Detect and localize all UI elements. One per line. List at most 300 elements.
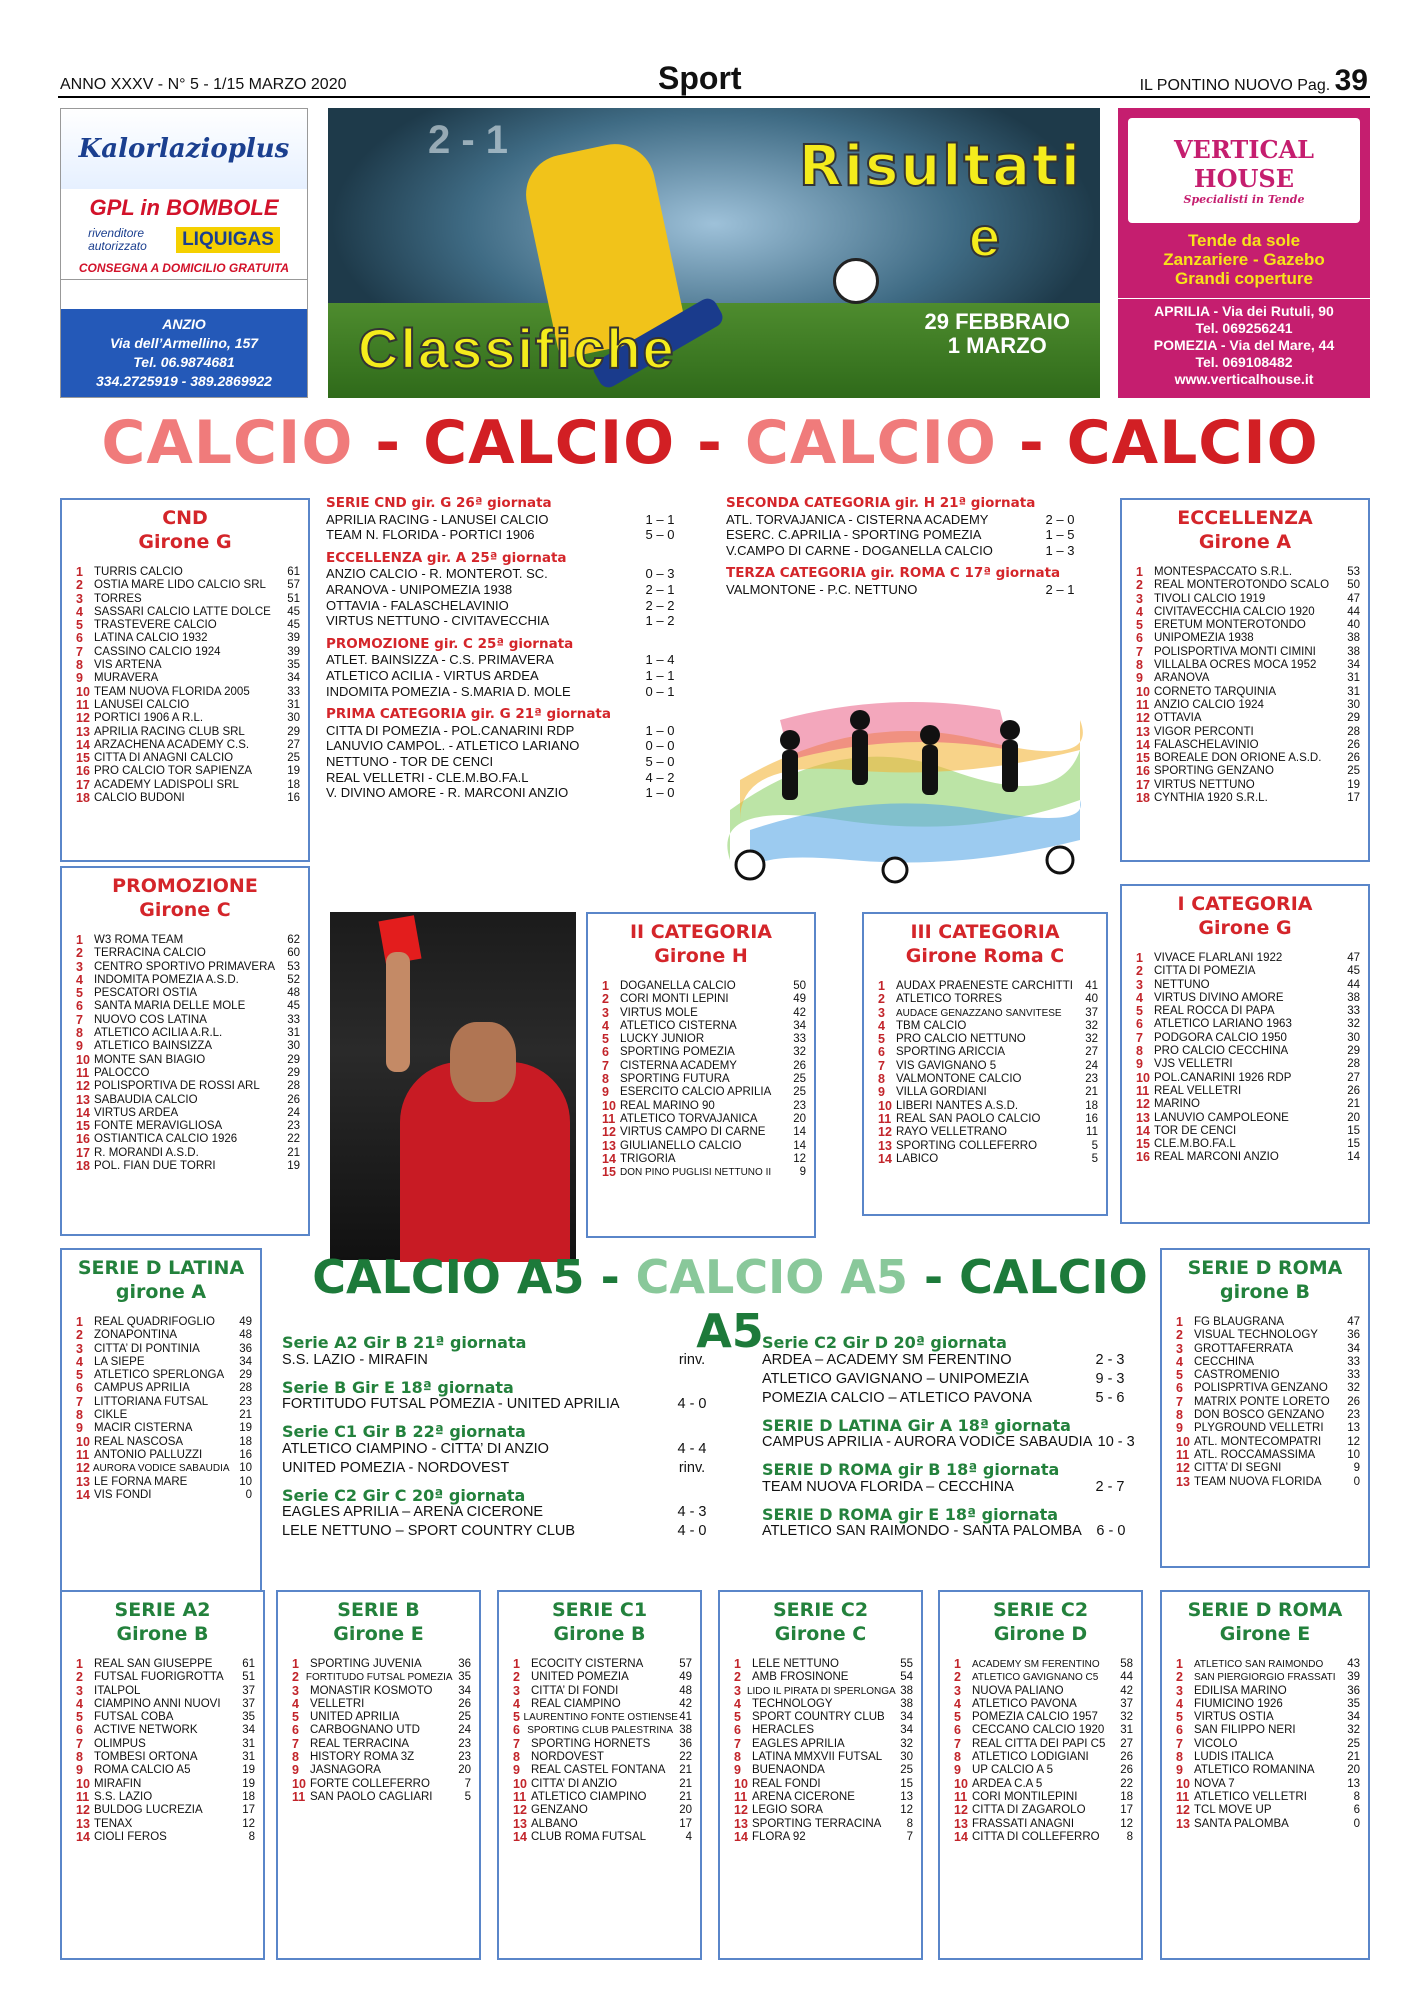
team-points: 31 — [1347, 672, 1360, 685]
standings-row: 6 LATINA CALCIO 1932 39 — [76, 631, 300, 646]
standings-row: 2 ATLETICO GAVIGNANO C5 44 — [954, 1670, 1133, 1685]
team-name: VELLETRI — [310, 1697, 365, 1710]
team-points: 47 — [1347, 592, 1360, 605]
standings-row: 1 ACADEMY SM FERENTINO 58 — [954, 1657, 1133, 1671]
standings-row: 3 VIRTUS MOLE 42 — [602, 1005, 806, 1020]
team-points: 37 — [1120, 1697, 1133, 1710]
team-name: OTTAVIA — [1154, 712, 1202, 725]
team-name: ERETUM MONTEROTONDO — [1154, 619, 1306, 632]
standings-row: 18 CYNTHIA 1920 S.R.L. 17 — [1136, 791, 1360, 806]
team-name: VILLA GORDIANI — [896, 1086, 987, 1099]
standings-b — [276, 1590, 481, 1960]
team-name: UNIPOMEZIA 1938 — [1154, 632, 1254, 645]
team-name: ANTONIO PALLUZZI — [94, 1448, 203, 1461]
newspaper-name: IL PONTINO NUOVO Pag. 39 — [1139, 64, 1368, 97]
team-points: 45 — [287, 619, 300, 632]
team-name: MONASTIR KOSMOTO — [310, 1684, 433, 1697]
team-name: MONTE SAN BIAGIO — [94, 1053, 206, 1066]
team-points: 0 — [1353, 1475, 1360, 1488]
calcio-headline: CALCIO - CALCIO - CALCIO - CALCIO — [101, 408, 1319, 478]
ad-vertical-house[interactable] — [1118, 108, 1370, 398]
team-points: 8 — [1126, 1830, 1133, 1843]
standings-row: 14 ARZACHENA ACADEMY C.S. 27 — [76, 737, 300, 752]
standings-row: 7 SPORTING HORNETS 36 — [513, 1736, 692, 1751]
team-name: LEGIO SORA — [752, 1804, 823, 1817]
standings-row: 14 TRIGORIA 12 — [602, 1151, 806, 1166]
team-points: 35 — [242, 1711, 255, 1724]
team-points: 15 — [1347, 1124, 1360, 1137]
team-name: CORI MONTI LEPINI — [620, 993, 729, 1006]
team-points: 34 — [242, 1724, 255, 1737]
standings-row: 5 FUTSAL COBA 35 — [76, 1710, 255, 1725]
standings-row: 7 VIS GAVIGNANO 5 24 — [878, 1058, 1098, 1073]
team-points: 33 — [287, 685, 300, 698]
standings-row: 1 ECOCITY CISTERNA 57 — [513, 1657, 692, 1671]
team-points: 32 — [1085, 1033, 1098, 1046]
team-name: CIVITAVECCHIA CALCIO 1920 — [1154, 605, 1315, 618]
team-name: UNITED POMEZIA — [531, 1671, 629, 1684]
standings-row: 9 ATLETICO ROMANINA 20 — [1176, 1763, 1360, 1778]
standings-row: 4 FIUMICINO 1926 35 — [1176, 1696, 1360, 1711]
standings-row: 3 EDILISA MARINO 36 — [1176, 1683, 1360, 1698]
standings-row: 8 TOMBESI ORTONA 31 — [76, 1750, 255, 1765]
vertical-house-logo: VERTICAL HOUSE Specialisti in Tende — [1128, 118, 1360, 223]
standings-row: 3 GROTTAFERRATA 34 — [1176, 1341, 1360, 1356]
standings-row: 12 POLISPORTIVA DE ROSSI ARL 28 — [76, 1079, 300, 1094]
team-points: 5 — [1091, 1139, 1098, 1152]
team-name: SPORT COUNTRY CLUB — [752, 1711, 885, 1724]
team-name: LIBERI NANTES A.S.D. — [896, 1099, 1019, 1112]
team-name: VILLALBA OCRES MOCA 1952 — [1154, 659, 1317, 672]
standings-row: 1 REAL QUADRIFOGLIO 49 — [76, 1315, 252, 1329]
team-points: 52 — [287, 973, 300, 986]
standings-row: 1 TURRIS CALCIO 61 — [76, 565, 300, 579]
team-points: 21 — [287, 1146, 300, 1159]
team-points: 20 — [679, 1804, 692, 1817]
standings-row: 6 CECCANO CALCIO 1920 31 — [954, 1723, 1133, 1738]
team-name: SPORTING TERRACINA — [752, 1817, 882, 1830]
round-heading: Serie C2 Gir D 20ª giornata — [762, 1333, 1007, 1352]
standings-row: 13 FRASSATI ANAGNI 12 — [954, 1816, 1133, 1831]
team-points: 27 — [287, 738, 300, 751]
results-calcio-col1 — [326, 488, 690, 801]
standings-row: 2 FUTSAL FUORIGROTTA 51 — [76, 1670, 255, 1685]
standings-row: 14 LABICO 5 — [878, 1151, 1098, 1166]
team-points: 12 — [242, 1817, 255, 1830]
team-name: CIKLE — [94, 1409, 128, 1422]
standings-row: 6 HERACLES 34 — [734, 1723, 913, 1738]
team-points: 21 — [679, 1777, 692, 1790]
standings-row: 12 MARINO 21 — [1136, 1097, 1360, 1112]
team-name: BULDOG LUCREZIA — [94, 1804, 203, 1817]
round-heading: SERIE D ROMA gir E 18ª giornata — [762, 1504, 1059, 1524]
team-points: 8 — [906, 1817, 913, 1830]
team-name: SPORTING ARICCIA — [896, 1046, 1006, 1059]
team-points: 18 — [1085, 1099, 1098, 1112]
match-result: VALMONTONE - P.C. NETTUNO 2 – 1 — [726, 581, 1075, 597]
standings-iicat — [586, 912, 816, 1238]
match-result: OTTAVIA - FALASCHELAVINIO 2 – 2 — [326, 597, 675, 613]
team-points: 26 — [1120, 1764, 1133, 1777]
team-name: ATLETICO LARIANO 1963 — [1154, 1018, 1292, 1031]
match-result: ATLETICO SAN RAIMONDO - SANTA PALOMBA 6 - 0 — [762, 1523, 1126, 1540]
score-display: 2 - 1 — [428, 118, 509, 162]
team-name: VIRTUS ARDEA — [94, 1106, 179, 1119]
round-heading: Serie C2 Gir C 20ª giornata — [282, 1485, 526, 1505]
team-name: ROMA CALCIO A5 — [94, 1764, 191, 1777]
team-points: 26 — [287, 1093, 300, 1106]
standings-cnd — [60, 498, 310, 862]
match-result: ARDEA – ACADEMY SM FERENTINO 2 - 3 — [762, 1351, 1125, 1368]
team-name: POLISPORTIVA MONTI CIMINI — [1154, 645, 1316, 658]
team-name: PRO CALCIO NETTUNO — [896, 1033, 1026, 1046]
standings-row: 13 LE FORNA MARE 10 — [76, 1474, 252, 1489]
standings-row: 4 TBM CALCIO 32 — [878, 1018, 1098, 1033]
team-points: 14 — [1347, 1151, 1360, 1164]
standings-row: 18 POL. FIAN DUE TORRI 19 — [76, 1159, 300, 1174]
team-points: 44 — [1347, 978, 1360, 991]
standings-row: 12 GENZANO 20 — [513, 1803, 692, 1818]
team-points: 31 — [1120, 1724, 1133, 1737]
team-points: 16 — [1085, 1112, 1098, 1125]
team-name: CISTERNA ACADEMY — [620, 1059, 737, 1072]
team-name: CITTA DI ANAGNI CALCIO — [94, 752, 234, 765]
standings-row: 3 ITALPOL 37 — [76, 1683, 255, 1698]
team-name: GENZANO — [531, 1804, 588, 1817]
team-points: 27 — [1085, 1046, 1098, 1059]
match-result: TEAM NUOVA FLORIDA – CECCHINA 2 - 7 — [762, 1478, 1125, 1495]
standings-dromae — [1160, 1590, 1370, 1960]
standings-row: 14 FLORA 92 7 — [734, 1829, 913, 1844]
team-name: LA SIEPE — [94, 1355, 145, 1368]
team-points: 48 — [239, 1329, 252, 1342]
team-points: 39 — [287, 645, 300, 658]
standings-row: 1 FG BLAUGRANA 47 — [1176, 1315, 1360, 1329]
team-name: CORNETO TARQUINIA — [1154, 685, 1277, 698]
standings-row: 1 LELE NETTUNO 55 — [734, 1657, 913, 1671]
team-points: 53 — [1347, 566, 1360, 578]
team-points: 32 — [900, 1737, 913, 1750]
team-points: 32 — [1347, 1018, 1360, 1031]
team-points: 25 — [1347, 1737, 1360, 1750]
team-points: 16 — [287, 792, 300, 805]
standings-row: 13 TENAX 12 — [76, 1816, 255, 1831]
standings-row: 11 ANZIO CALCIO 1924 30 — [1136, 697, 1360, 712]
team-name: PRO CALCIO CECCHINA — [1154, 1045, 1289, 1058]
team-name: CASSINO CALCIO 1924 — [94, 645, 221, 658]
team-name: JASNAGORA — [310, 1764, 381, 1777]
team-name: FALASCHELAVINIO — [1154, 738, 1259, 751]
team-points: 50 — [793, 980, 806, 992]
standings-title: SERIE B Girone E — [333, 1599, 424, 1645]
standings-row: 9 MACIR CISTERNA 19 — [76, 1421, 252, 1436]
standings-row: 12 AURORA VODICE SABAUDIA 10 — [76, 1461, 252, 1476]
standings-title: SERIE C2 Girone C — [772, 1599, 869, 1645]
standings-row: 15 CITTA DI ANAGNI CALCIO 25 — [76, 751, 300, 766]
team-name: GIULIANELLO CALCIO — [620, 1139, 742, 1152]
team-name: MURAVERA — [94, 672, 159, 685]
standings-title: II CATEGORIA Girone H — [629, 921, 773, 967]
standings-row: 6 POLISPRTIVA GENZANO 32 — [1176, 1381, 1360, 1396]
team-name: ATLETICO LODIGIANI — [972, 1751, 1089, 1764]
team-points: 29 — [239, 1369, 252, 1382]
team-name: ATLETICO TORRES — [896, 993, 1003, 1006]
standings-row: 4 CIAMPINO ANNI NUOVI 37 — [76, 1696, 255, 1711]
ad-addresses: APRILIA - Via dei Rutuli, 90 Tel. 069256241 POMEZIA - Via del Mare, 44 Tel. 069108482 www.verticalhouse.it — [1118, 298, 1370, 388]
standings-row: 5 LUCKY JUNIOR 33 — [602, 1032, 806, 1047]
standings-prom — [60, 866, 310, 1236]
standings-row: 2 CORI MONTI LEPINI 49 — [602, 992, 806, 1007]
standings-row: 5 POMEZIA CALCIO 1957 32 — [954, 1710, 1133, 1725]
results-a5-col1 — [282, 1325, 722, 1541]
standings-row: 14 TOR DE CENCI 15 — [1136, 1123, 1360, 1138]
standings-row: 9 VILLA GORDIANI 21 — [878, 1085, 1098, 1100]
match-result: ATLET. BAINSIZZA - C.S. PRIMAVERA 1 – 4 — [326, 652, 675, 668]
team-name: REAL ROCCA DI PAPA — [1154, 1005, 1275, 1018]
standings-row: 8 VIS ARTENA 35 — [76, 658, 300, 673]
standings-row: 15 DON PINO PUGLISI NETTUNO II 9 — [602, 1165, 806, 1180]
team-points: 8 — [1353, 1790, 1360, 1803]
standings-row: 3 CITTA’ DI PONTINIA 36 — [76, 1341, 252, 1356]
standings-row: 1 AUDAX PRAENESTE CARCHITTI 41 — [878, 979, 1098, 993]
team-name: R. MORANDI A.S.D. — [94, 1146, 199, 1159]
standings-row: 4 ATLETICO CISTERNA 34 — [602, 1018, 806, 1033]
team-name: LUDIS ITALICA — [1194, 1751, 1274, 1764]
team-name: LE FORNA MARE — [94, 1475, 188, 1488]
team-name: POMEZIA CALCIO 1957 — [972, 1711, 1098, 1724]
standings-row: 9 VJS VELLETRI 28 — [1136, 1057, 1360, 1072]
team-points: 38 — [1347, 645, 1360, 658]
standings-row: 2 ATLETICO TORRES 40 — [878, 992, 1098, 1007]
standings-row: 17 VIRTUS NETTUNO 19 — [1136, 777, 1360, 792]
team-name: ATLETICO CISTERNA — [620, 1019, 737, 1032]
standings-row: 12 CITTA DI ZAGAROLO 17 — [954, 1803, 1133, 1818]
standings-row: 7 OLIMPUS 31 — [76, 1736, 255, 1751]
standings-row: 10 NOVA 7 13 — [1176, 1776, 1360, 1791]
team-points: 50 — [1347, 579, 1360, 592]
team-name: ATLETICO SAN RAIMONDO — [1194, 1659, 1324, 1670]
standings-row: 13 GIULIANELLO CALCIO 14 — [602, 1138, 806, 1153]
team-points: 10 — [1347, 1448, 1360, 1461]
standings-row: 7 REAL TERRACINA 23 — [292, 1736, 471, 1751]
team-name: ATL. ROCCAMASSIMA — [1194, 1448, 1316, 1461]
team-points: 38 — [1347, 632, 1360, 645]
team-name: CITTA DI POMEZIA — [1154, 965, 1256, 978]
standings-row: 5 REAL ROCCA DI PAPA 33 — [1136, 1004, 1360, 1019]
standings-row: 9 ARANOVA 31 — [1136, 671, 1360, 686]
team-points: 22 — [1120, 1777, 1133, 1790]
team-name: REAL MARCONI ANZIO — [1154, 1151, 1279, 1164]
team-name: TCL MOVE UP — [1194, 1804, 1272, 1817]
team-name: S.S. LAZIO — [94, 1790, 153, 1803]
team-name: REAL QUADRIFOGLIO — [94, 1316, 215, 1328]
team-name: HERACLES — [752, 1724, 814, 1737]
team-points: 17 — [1347, 792, 1360, 805]
team-name: CALCIO BUDONI — [94, 792, 185, 805]
ad-products: Tende da sole Zanzariere - Gazebo Grandi coperture — [1163, 231, 1325, 288]
team-points: 44 — [1120, 1671, 1133, 1684]
standings-row: 8 DON BOSCO GENZANO 23 — [1176, 1408, 1360, 1423]
team-points: 57 — [679, 1658, 692, 1670]
team-name: CIAMPINO ANNI NUOVI — [94, 1697, 221, 1710]
team-name: LABICO — [896, 1152, 939, 1165]
team-points: 48 — [287, 987, 300, 1000]
standings-row: 10 LIBERI NANTES A.S.D. 18 — [878, 1098, 1098, 1113]
match-result: ESERC. C.APRILIA - SPORTING POMEZIA 1 – 5 — [726, 527, 1075, 543]
team-points: 47 — [1347, 1316, 1360, 1328]
team-points: 24 — [458, 1724, 471, 1737]
standings-row: 4 INDOMITA POMEZIA A.S.D. 52 — [76, 972, 300, 987]
standings-title: SERIE A2 Girone B — [114, 1599, 211, 1645]
team-name: TECHNOLOGY — [752, 1697, 833, 1710]
page-header — [58, 58, 1370, 98]
team-points: 13 — [1347, 1422, 1360, 1435]
standings-row: 9 MURAVERA 34 — [76, 671, 300, 686]
team-name: UP CALCIO A 5 — [972, 1764, 1053, 1777]
team-points: 55 — [900, 1658, 913, 1670]
standings-row: 10 MIRAFIN 19 — [76, 1776, 255, 1791]
standings-row: 12 PORTICI 1906 A R.L. 30 — [76, 711, 300, 726]
team-points: 19 — [287, 1160, 300, 1173]
team-points: 61 — [287, 566, 300, 578]
team-name: ALBANO — [531, 1817, 578, 1830]
standings-row: 8 HISTORY ROMA 3Z 23 — [292, 1750, 471, 1765]
team-points: 39 — [1347, 1671, 1360, 1684]
standings-row: 11 SAN PAOLO CAGLIARI 5 — [292, 1789, 471, 1804]
team-points: 12 — [1120, 1817, 1133, 1830]
team-points: 34 — [287, 672, 300, 685]
standings-row: 17 R. MORANDI A.S.D. 21 — [76, 1145, 300, 1160]
round-heading: Serie B Gir E 18ª giornata — [282, 1377, 514, 1397]
team-name: REAL CITTA DEI PAPI C5 — [972, 1737, 1106, 1750]
team-name: VALMONTONE CALCIO — [896, 1073, 1022, 1086]
standings-row: 12 BULDOG LUCREZIA 17 — [76, 1803, 255, 1818]
round-heading: SERIE CND gir. G 26ª giornata — [326, 495, 552, 511]
standings-title: SERIE D ROMA girone B — [1187, 1257, 1343, 1303]
team-name: CITTA DI COLLEFERRO — [972, 1830, 1100, 1843]
team-points: 26 — [1347, 738, 1360, 751]
team-name: REAL MONTEROTONDO SCALO — [1154, 579, 1330, 592]
team-name: HISTORY ROMA 3Z — [310, 1751, 415, 1764]
team-points: 29 — [287, 1053, 300, 1066]
team-points: 14 — [793, 1126, 806, 1139]
standings-row: 12 RAYO VELLETRANO 11 — [878, 1125, 1098, 1140]
team-points: 49 — [793, 993, 806, 1006]
standings-row: 10 POL.CANARINI 1926 RDP 27 — [1136, 1070, 1360, 1085]
team-name: LATINA CALCIO 1932 — [94, 632, 208, 645]
team-name: TEAM NUOVA FLORIDA — [1194, 1475, 1322, 1488]
standings-row: 11 REAL SAN PAOLO CALCIO 16 — [878, 1111, 1098, 1126]
team-points: 25 — [793, 1073, 806, 1086]
standings-row: 9 JASNAGORA 20 — [292, 1763, 471, 1778]
team-points: 25 — [1347, 765, 1360, 778]
team-name: ACTIVE NETWORK — [94, 1724, 198, 1737]
team-points: 34 — [458, 1684, 471, 1697]
team-name: VISUAL TECHNOLOGY — [1194, 1329, 1318, 1342]
football-icon — [833, 258, 879, 304]
team-points: 18 — [287, 778, 300, 791]
team-points: 28 — [1347, 725, 1360, 738]
team-name: ATLETICO CIAMPINO — [531, 1790, 647, 1803]
ad-kalorlazioplus[interactable] — [60, 108, 308, 398]
team-points: 32 — [1347, 1382, 1360, 1395]
team-points: 42 — [793, 1006, 806, 1019]
ad-contacts: ANZIO Via dell’Armellino, 157 Tel. 06.9874681 334.2725919 - 389.2869922 — [61, 309, 307, 397]
standings-row: 10 ATL. MONTECOMPATRI 12 — [1176, 1434, 1360, 1449]
standings-row: 14 VIRTUS ARDEA 24 — [76, 1105, 300, 1120]
team-points: 45 — [287, 605, 300, 618]
team-name: ATLETICO ACILIA A.R.L. — [94, 1027, 223, 1040]
standings-row: 16 OSTIANTICA CALCIO 1926 22 — [76, 1132, 300, 1147]
standings-row: 12 TCL MOVE UP 6 — [1176, 1803, 1360, 1818]
team-name: PORTICI 1906 A R.L. — [94, 712, 204, 725]
team-name: RAYO VELLETRANO — [896, 1126, 1007, 1139]
standings-row: 11 ATLETICO CIAMPINO 21 — [513, 1789, 692, 1804]
team-name: MARINO — [1154, 1098, 1200, 1111]
team-name: TRIGORIA — [620, 1152, 676, 1165]
team-name: ARDEA C.A 5 — [972, 1777, 1043, 1790]
round-heading: SECONDA CATEGORIA gir. H 21ª giornata — [726, 495, 1036, 511]
team-points: 34 — [900, 1724, 913, 1737]
standings-row: 1 SPORTING JUVENIA 36 — [292, 1657, 471, 1671]
team-points: 18 — [1120, 1790, 1133, 1803]
team-name: REAL NASCOSA — [94, 1435, 184, 1448]
team-name: AUDAX PRAENESTE CARCHITTI — [896, 980, 1073, 992]
team-name: CENTRO SPORTIVO PRIMAVERA — [94, 960, 276, 973]
team-name: ESERCITO CALCIO APRILIA — [620, 1086, 772, 1099]
team-points: 23 — [287, 1120, 300, 1133]
team-points: 23 — [239, 1395, 252, 1408]
standings-row: 2 CITTA DI POMEZIA 45 — [1136, 964, 1360, 979]
team-name: TOR DE CENCI — [1154, 1124, 1237, 1137]
standings-row: 13 APRILIA RACING CLUB SRL 29 — [76, 724, 300, 739]
standings-title: CND Girone G — [138, 507, 232, 553]
team-name: DOGANELLA CALCIO — [620, 980, 736, 992]
standings-droma — [1160, 1248, 1370, 1568]
team-points: 45 — [287, 1000, 300, 1013]
team-name: CITTA’ DI PONTINIA — [94, 1342, 200, 1355]
ad-gpl: GPL in BOMBOLE — [89, 195, 279, 220]
team-name: SPORTING GENZANO — [1154, 765, 1274, 778]
team-name: PRO CALCIO TOR SAPIENZA — [94, 765, 253, 778]
team-name: SAN FILIPPO NERI — [1194, 1724, 1296, 1737]
team-name: POL. FIAN DUE TORRI — [94, 1160, 216, 1173]
team-name: VIS ARTENA — [94, 659, 162, 672]
team-name: DON PINO PUGLISI NETTUNO II — [620, 1167, 772, 1179]
team-points: 16 — [239, 1448, 252, 1461]
team-points: 34 — [239, 1355, 252, 1368]
ad-consegna: CONSEGNA A DOMICILIO GRATUITA — [61, 261, 307, 280]
standings-row: 5 ERETUM MONTEROTONDO 40 — [1136, 618, 1360, 633]
team-points: 39 — [287, 632, 300, 645]
team-points: 36 — [1347, 1684, 1360, 1697]
page-number: 39 — [1334, 64, 1368, 97]
team-name: VIS FONDI — [94, 1488, 152, 1501]
standings-row: 6 SPORTING POMEZIA 32 — [602, 1045, 806, 1060]
team-points: 25 — [458, 1711, 471, 1724]
team-points: 38 — [1347, 991, 1360, 1004]
standings-row: 11 REAL VELLETRI 26 — [1136, 1083, 1360, 1098]
team-points: 22 — [287, 1133, 300, 1146]
standings-row: 7 VICOLO 25 — [1176, 1736, 1360, 1751]
standings-row: 11 LANUSEI CALCIO 31 — [76, 697, 300, 712]
team-points: 48 — [679, 1684, 692, 1697]
team-points: 33 — [1347, 1369, 1360, 1382]
team-points: 36 — [458, 1658, 471, 1670]
standings-title: I CATEGORIA Girone G — [1177, 893, 1313, 939]
team-points: 26 — [1347, 752, 1360, 765]
standings-row: 11 ATLETICO VELLETRI 8 — [1176, 1789, 1360, 1804]
